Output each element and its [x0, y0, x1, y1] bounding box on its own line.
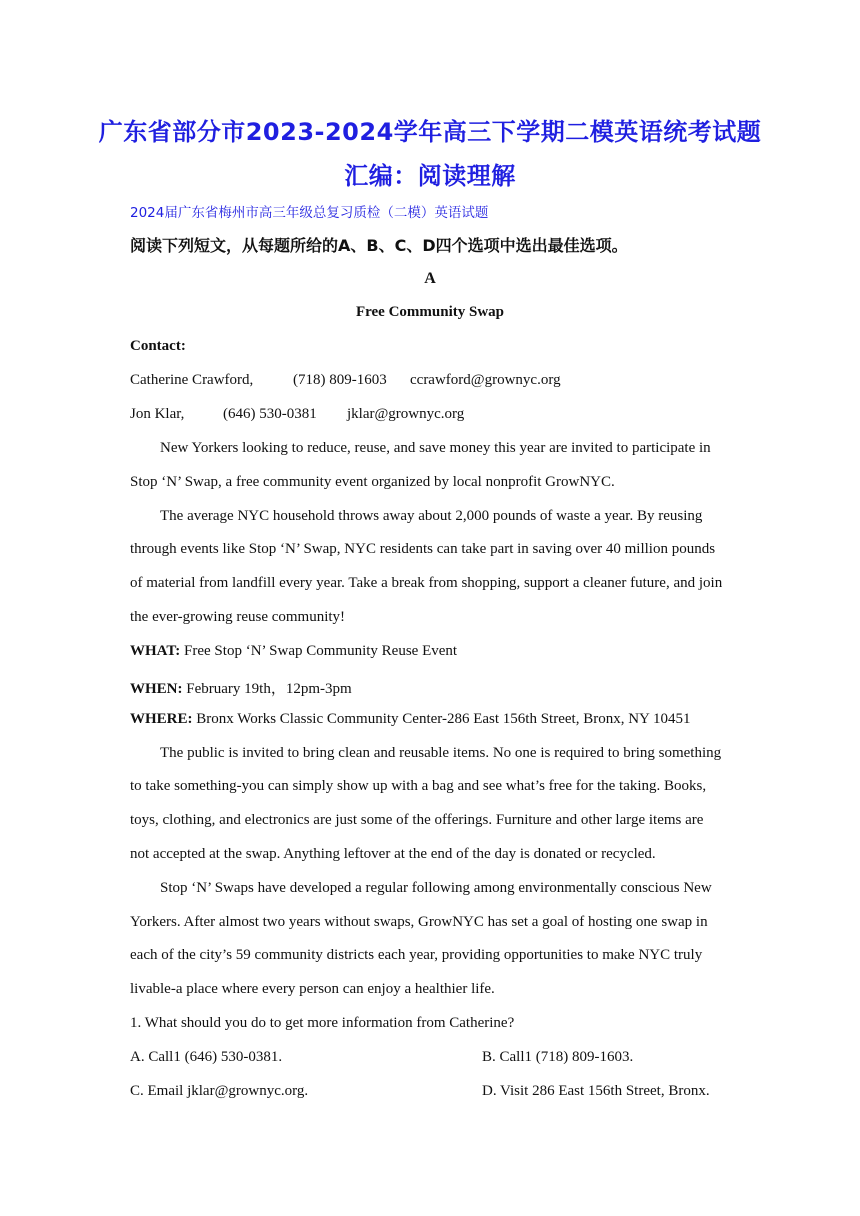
paragraph-line: toys, clothing, and electronics are just some of the offerings. Furniture and other large items are — [130, 812, 704, 828]
where-value: Bronx Works Classic Community Center-286 East 156th Street, Bronx, NY 10451 — [192, 711, 691, 727]
paragraph-line: to take something-you can simply show up with a bag and see what’s free for the taking. Books, — [130, 778, 707, 794]
contact-phone: (718) 809-1603 — [293, 372, 387, 388]
passage-letter: A — [424, 270, 436, 287]
paragraph-line: Yorkers. After almost two years without swaps, GrowNYC has set a goal of hosting one swap in — [130, 914, 708, 930]
paragraph-line: livable-a place where every person can enjoy a healthier life. — [130, 981, 495, 997]
event-what — [130, 643, 457, 660]
paragraph-line: The public is invited to bring clean and reusable items. No one is required to bring something — [160, 745, 722, 761]
document-title-line2: 汇编：阅读理解 — [344, 162, 516, 190]
option-c[interactable]: C. Email jklar@grownyc.org. — [130, 1083, 309, 1099]
paragraph-line: Stop ‘N’ Swap, a free community event organized by local nonprofit GrowNYC. — [130, 474, 615, 490]
option-a[interactable]: A. Call1 (646) 530-0381. — [130, 1049, 283, 1065]
option-b[interactable]: B. Call1 (718) 809-1603. — [482, 1049, 634, 1065]
when-value: February 19th，12pm-3pm — [182, 681, 352, 697]
exam-source: 2024届广东省梅州市高三年级总复习质检（二模）英语试题 — [130, 205, 489, 221]
what-value: Free Stop ‘N’ Swap Community Reuse Event — [180, 643, 458, 659]
contact-label: Contact: — [130, 338, 186, 354]
contact-phone: (646) 530-0381 — [223, 406, 317, 422]
paragraph-line: Stop ‘N’ Swaps have developed a regular following among environmentally conscious New — [160, 880, 712, 896]
paragraph-line: the ever-growing reuse community! — [130, 609, 346, 625]
contact-email: jklar@grownyc.org — [347, 406, 465, 422]
event-where — [130, 711, 691, 728]
event-when — [130, 677, 352, 698]
when-label: WHEN: — [130, 681, 183, 697]
contact-row-catherine — [130, 372, 561, 389]
where-label: WHERE: — [130, 711, 193, 727]
paragraph-line: The average NYC household throws away about 2,000 pounds of waste a year. By reusing — [160, 508, 703, 524]
paragraph-line: each of the city’s 59 community districts each year, providing opportunities to make NYC truly — [130, 947, 703, 963]
contact-name: Jon Klar, — [130, 406, 185, 422]
contact-email: ccrawford@grownyc.org — [410, 372, 561, 388]
paragraph-line: of material from landfill every year. Take a break from shopping, support a cleaner future, and join — [130, 575, 723, 591]
what-label: WHAT: — [130, 643, 181, 659]
passage-title: Free Community Swap — [355, 304, 505, 320]
question-stem: 1. What should you do to get more information from Catherine? — [130, 1015, 515, 1031]
document-title-line1: 广东省部分市2023-2024学年高三下学期二模英语统考试题 — [98, 118, 762, 146]
paragraph-line: through events like Stop ‘N’ Swap, NYC residents can take part in saving over 40 million pounds — [130, 541, 716, 557]
contact-row-jon — [130, 406, 464, 423]
contact-name: Catherine Crawford, — [130, 372, 254, 388]
paragraph-line: not accepted at the swap. Anything leftover at the end of the day is donated or recycled. — [130, 846, 656, 862]
option-d[interactable]: D. Visit 286 East 156th Street, Bronx. — [482, 1083, 710, 1099]
paragraph-line: New Yorkers looking to reduce, reuse, and save money this year are invited to participate in — [160, 440, 711, 456]
instruction-text: 阅读下列短文，从每题所给的A、B、C、D四个选项中选出最佳选项。 — [130, 236, 628, 255]
